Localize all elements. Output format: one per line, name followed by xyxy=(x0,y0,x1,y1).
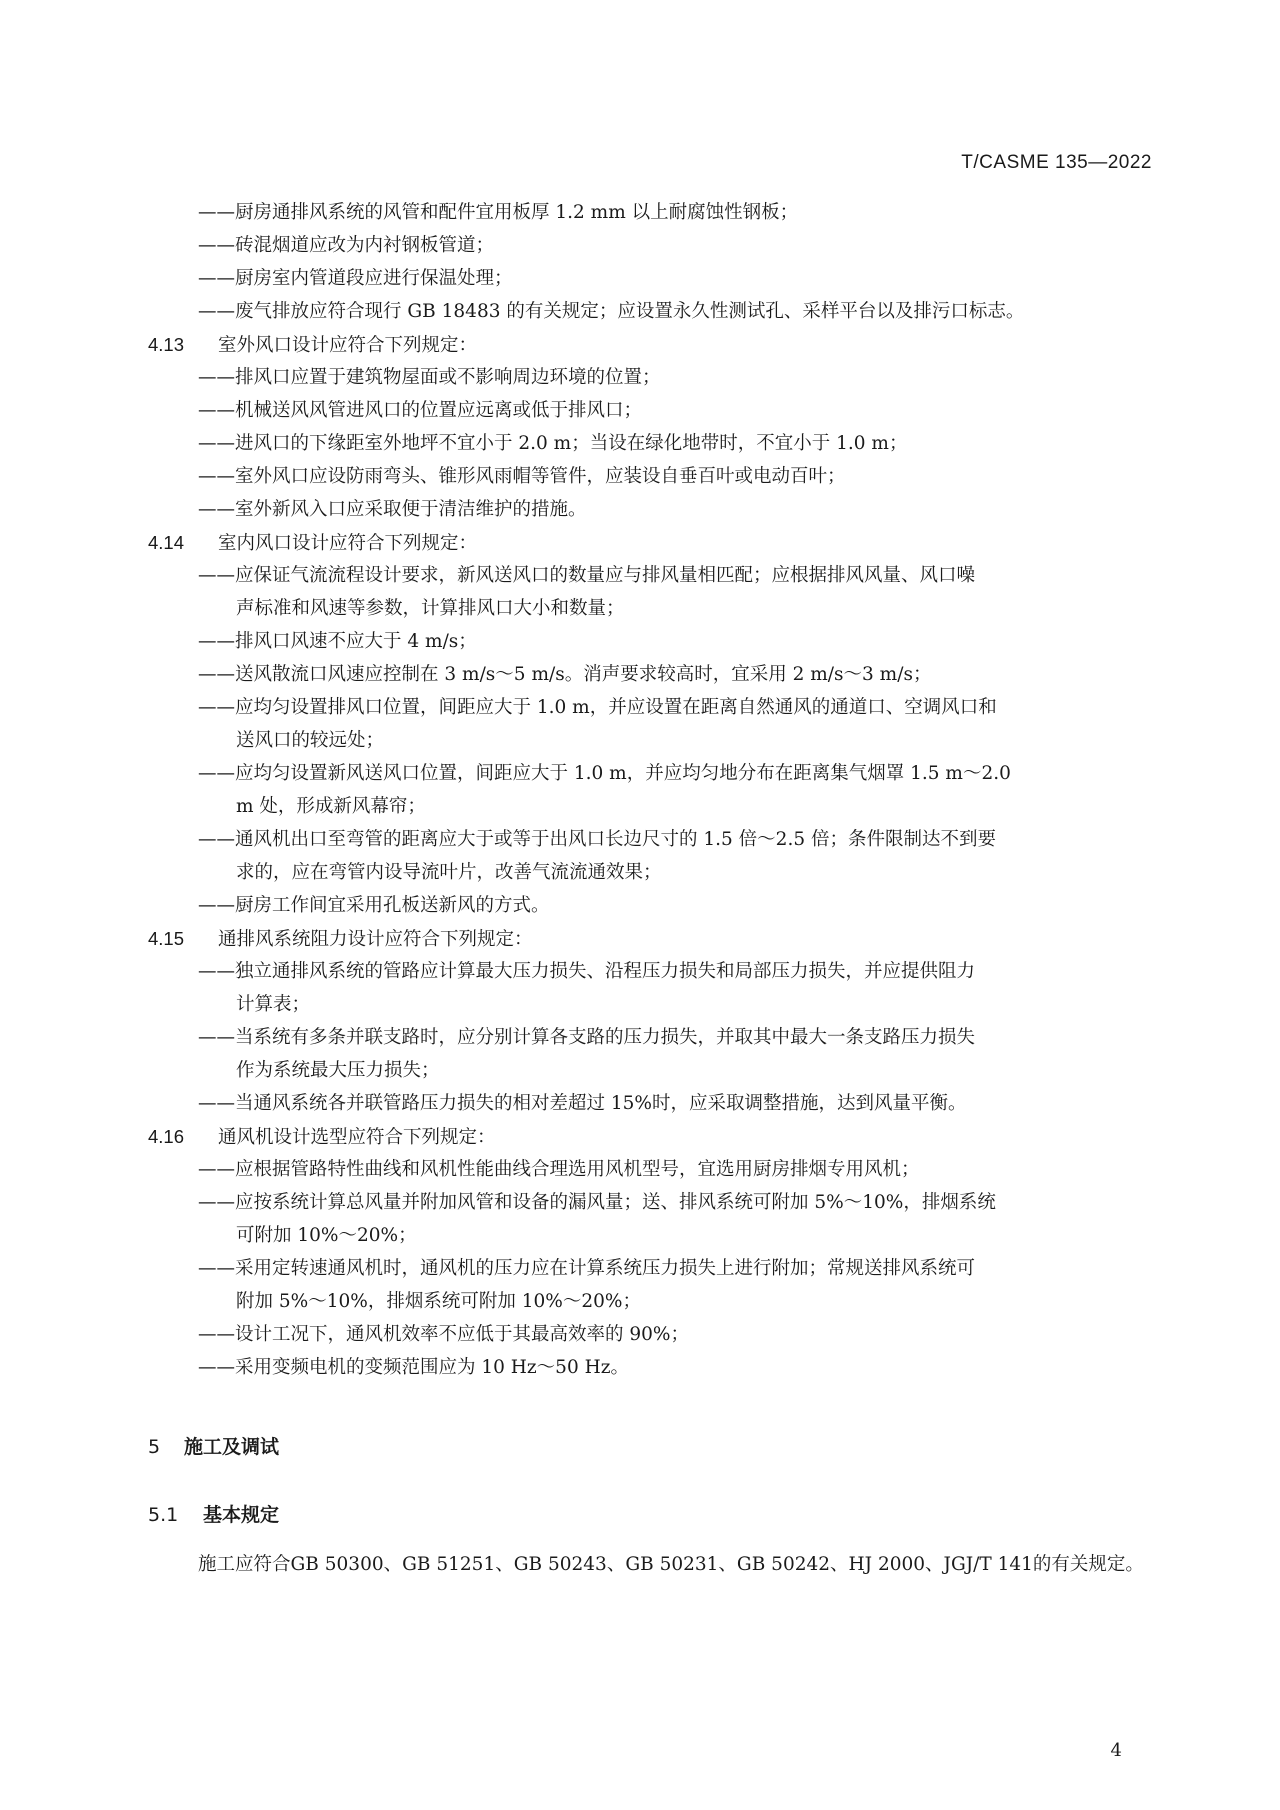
list-item: ——厨房室内管道段应进行保温处理； xyxy=(198,268,513,289)
list-item-continuation: 计算表； xyxy=(236,994,311,1015)
list-item-continuation: 可附加 10%～20%； xyxy=(236,1225,417,1246)
section-number: 5.1 xyxy=(148,1504,179,1526)
clause-heading xyxy=(148,328,1148,361)
list-item: ——排风口风速不应大于 4 m/s； xyxy=(198,631,477,652)
list-item: ——厨房工作间宜采用孔板送新风的方式。 xyxy=(198,895,550,916)
section-heading-5 xyxy=(148,1432,279,1459)
list-item: ——废气排放应符合现行 GB 18483 的有关规定；应设置永久性测试孔、采样平台以及排污口标志。 xyxy=(198,301,1025,322)
list-item: ——当通风系统各并联管路压力损失的相对差超过 15%时，应采取调整措施，达到风量平衡。 xyxy=(198,1093,967,1114)
list-item: ——当系统有多条并联支路时，应分别计算各支路的压力损失，并取其中最大一条支路压力损失 xyxy=(198,1027,976,1048)
list-item-continuation: 附加 5%～10%，排烟系统可附加 10%～20%； xyxy=(236,1291,641,1312)
clause-title: 通排风系统阻力设计应符合下列规定： xyxy=(218,929,533,950)
list-item: ——送风散流口风速应控制在 3 m/s～5 m/s。消声要求较高时，宜采用 2 m/s～3 m/s； xyxy=(198,664,932,685)
standard-id: T/CASME 135—2022 xyxy=(961,152,1152,173)
clause-title: 室内风口设计应符合下列规定： xyxy=(218,533,478,554)
list-item: ——机械送风风管进风口的位置应远离或低于排风口； xyxy=(198,400,643,421)
list-item: ——采用变频电机的变频范围应为 10 Hz～50 Hz。 xyxy=(198,1357,629,1378)
list-item: ——砖混烟道应改为内衬钢板管道； xyxy=(198,235,495,256)
list-item: ——应均匀设置新风送风口位置，间距应大于 1.0 m，并应均匀地分布在距离集气烟罩 1.5 m～2.0 xyxy=(198,763,1011,784)
list-item: ——进风口的下缘距室外地坪不宜小于 2.0 m；当设在绿化地带时，不宜小于 1.0 m； xyxy=(198,433,908,454)
body-paragraph: 施工应符合GB 50300、GB 51251、GB 50243、GB 50231、GB 50242、HJ 2000、JGJ/T 141的有关规定。 xyxy=(198,1554,1144,1575)
list-item: ——独立通排风系统的管路应计算最大压力损失、沿程压力损失和局部压力损失，并应提供阻力 xyxy=(198,961,976,982)
clause-heading xyxy=(148,1120,1148,1153)
clause-list xyxy=(148,196,1148,1384)
list-item-continuation: 求的，应在弯管内设导流叶片，改善气流流通效果； xyxy=(236,862,662,883)
list-item: ——室外新风入口应采取便于清洁维护的措施。 xyxy=(198,499,587,520)
list-item: ——通风机出口至弯管的距离应大于或等于出风口长边尺寸的 1.5 倍～2.5 倍；条件限制达不到要 xyxy=(198,829,996,850)
list-item: ——排风口应置于建筑物屋面或不影响周边环境的位置； xyxy=(198,367,661,388)
clause-title: 通风机设计选型应符合下列规定： xyxy=(218,1127,496,1148)
section-title: 基本规定 xyxy=(203,1504,280,1526)
list-item-continuation: 作为系统最大压力损失； xyxy=(236,1060,440,1081)
list-item: ——应按系统计算总风量并附加风管和设备的漏风量；送、排风系统可附加 5%～10%，排烟系统 xyxy=(198,1192,996,1213)
list-item: ——室外风口应设防雨弯头、锥形风雨帽等管件，应装设自垂百叶或电动百叶； xyxy=(198,466,846,487)
section-number: 5 xyxy=(148,1436,161,1458)
clause-number: 4.13 xyxy=(148,334,185,355)
list-item-continuation: m 处，形成新风幕帘； xyxy=(236,796,426,817)
section-heading-5-1 xyxy=(148,1500,279,1527)
list-item: ——应根据管路特性曲线和风机性能曲线合理选用风机型号，宜选用厨房排烟专用风机； xyxy=(198,1159,920,1180)
list-item: ——厨房通排风系统的风管和配件宜用板厚 1.2 mm 以上耐腐蚀性钢板； xyxy=(198,202,799,223)
list-item: ——设计工况下，通风机效率不应低于其最高效率的 90%； xyxy=(198,1324,690,1345)
clause-number: 4.14 xyxy=(148,532,185,553)
list-item: ——应保证气流流程设计要求，新风送风口的数量应与排风量相匹配；应根据排风风量、风口噪 xyxy=(198,565,976,586)
clause-title: 室外风口设计应符合下列规定： xyxy=(218,335,478,356)
list-item: ——应均匀设置排风口位置，间距应大于 1.0 m，并应设置在距离自然通风的通道口、空调风口和 xyxy=(198,697,997,718)
page-number: 4 xyxy=(1110,1740,1122,1761)
list-item: ——采用定转速通风机时，通风机的压力应在计算系统压力损失上进行附加；常规送排风系统可 xyxy=(198,1258,976,1279)
list-item-continuation: 声标准和风速等参数，计算排风口大小和数量； xyxy=(236,598,625,619)
clause-heading xyxy=(148,526,1148,559)
clause-heading xyxy=(148,922,1148,955)
clause-number: 4.16 xyxy=(148,1126,185,1147)
section-title: 施工及调试 xyxy=(184,1436,280,1458)
list-item-continuation: 送风口的较远处； xyxy=(236,730,385,751)
clause-number: 4.15 xyxy=(148,928,185,949)
